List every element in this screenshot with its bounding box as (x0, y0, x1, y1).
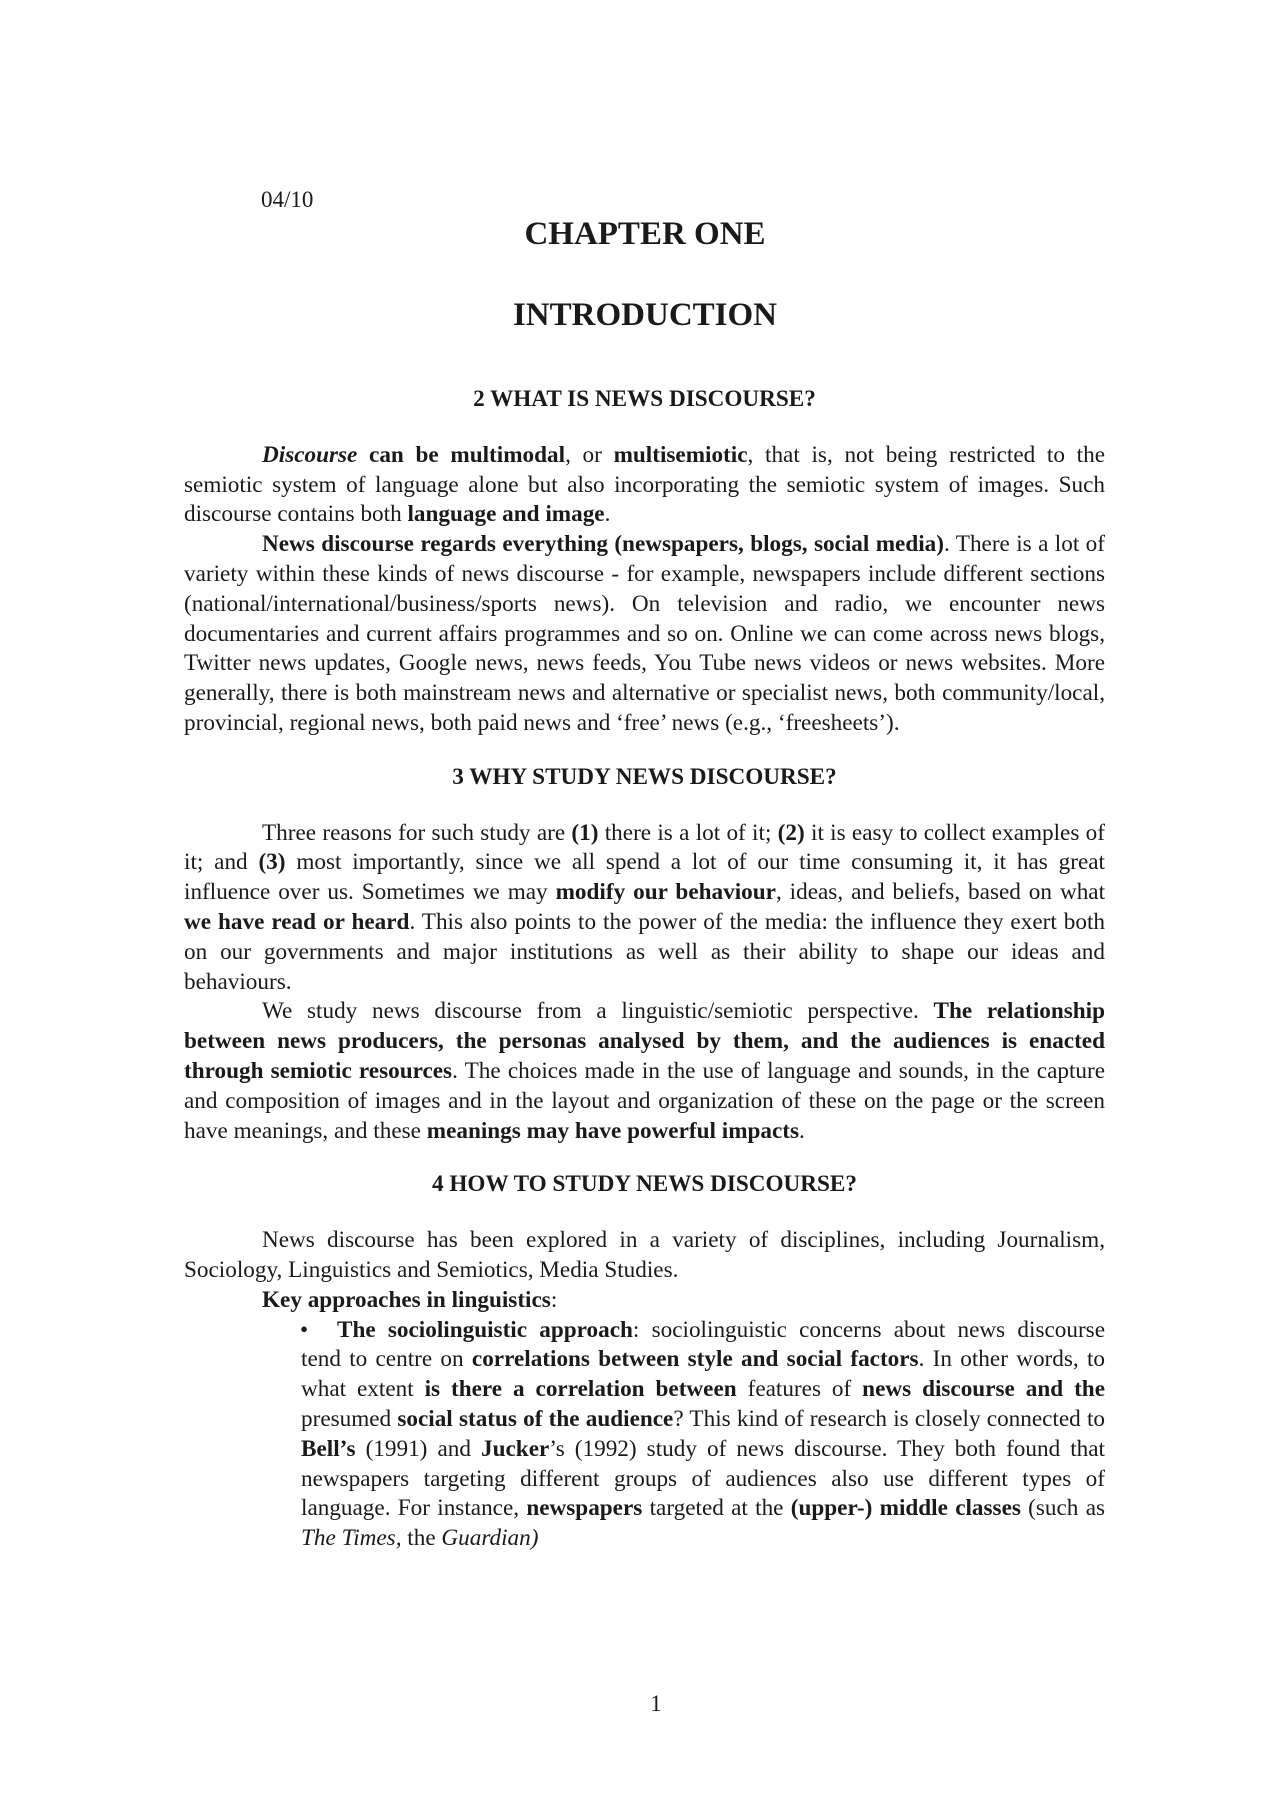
key-approaches-label: Key approaches in linguistics: (262, 1286, 558, 1313)
list-item: • The sociolinguistic approach: sociolinguistic concerns about news discourse tend to centre on correlations between style and social factors. In other words, to what extent is there a correlation between features of news discourse and the presumed social status of the audience? This kind of research is closely connected to Bell’s (1991) and Jucker’s (1992) study of news discourse. They both found that newspapers targeting different groups of audiences also use different types of language. For instance, newspapers targeted at the (upper-) middle classes (such as The Times, the Guardian) (300, 1316, 1106, 1552)
chapter-heading: CHAPTER ONE (524, 216, 766, 252)
date-label: 04/10 (261, 187, 314, 212)
chapter-title: INTRODUCTION (512, 297, 778, 333)
section-2-paragraph-1: Discourse can be multimodal, or multisemiotic, that is, not being restricted to the semiotic system of language alone but also incorporating the semiotic system of images. Such discourse contains both language and image. (184, 441, 1105, 528)
section-4-heading: 4 HOW TO STUDY NEWS DISCOURSE? (431, 1171, 857, 1198)
section-2-paragraph-2: News discourse regards everything (newspapers, blogs, social media). There is a lot of variety within these kinds of news discourse - for example, newspapers include different sections (national/international/business/sports news). On television and radio, we encounter news documentaries and current affairs programmes and so on. Online we can come across news blogs, Twitter news updates, Google news, news feeds, You Tube news videos or news websites. More generally, there is both mainstream news and alternative or specialist news, both community/local, provincial, regional news, both paid news and ‘free’ news (e.g., ‘freesheets’). (184, 531, 1105, 736)
section-2-heading: 2 WHAT IS NEWS DISCOURSE? (473, 386, 816, 412)
approaches-list (184, 1316, 1105, 1554)
document-body (184, 385, 1105, 1554)
page-number: 1 (650, 1691, 662, 1716)
section-3-paragraph-1: Three reasons for such study are (1) there is a lot of it; (2) it is easy to collect examples of it; and (3) most importantly, since we all spend a lot of our time consuming it, it has great influence over us. Sometimes we may modify our behaviour, ideas, and beliefs, based on what we have read or heard. This also points to the power of the media: the influence they exert both on our governments and major institutions as well as their ability to shape our ideas and behaviours. (184, 819, 1106, 995)
bullet-icon: • (300, 1316, 309, 1343)
section-3-paragraph-2: We study news discourse from a linguistic/semiotic perspective. The relationship between news producers, the personas analysed by them, and the audiences is enacted through semiotic resources. The choices made in the use of language and sounds, in the capture and composition of images and in the layout and organization of these on the page or the screen have meanings, and these meanings may have powerful impacts. (184, 998, 1106, 1144)
section-3-heading: 3 WHY STUDY NEWS DISCOURSE? (452, 763, 837, 790)
section-4-paragraph-1: News discourse has been explored in a variety of disciplines, including Journalism, Sociology, Linguistics and Semiotics, Media Studies. (184, 1227, 1105, 1283)
